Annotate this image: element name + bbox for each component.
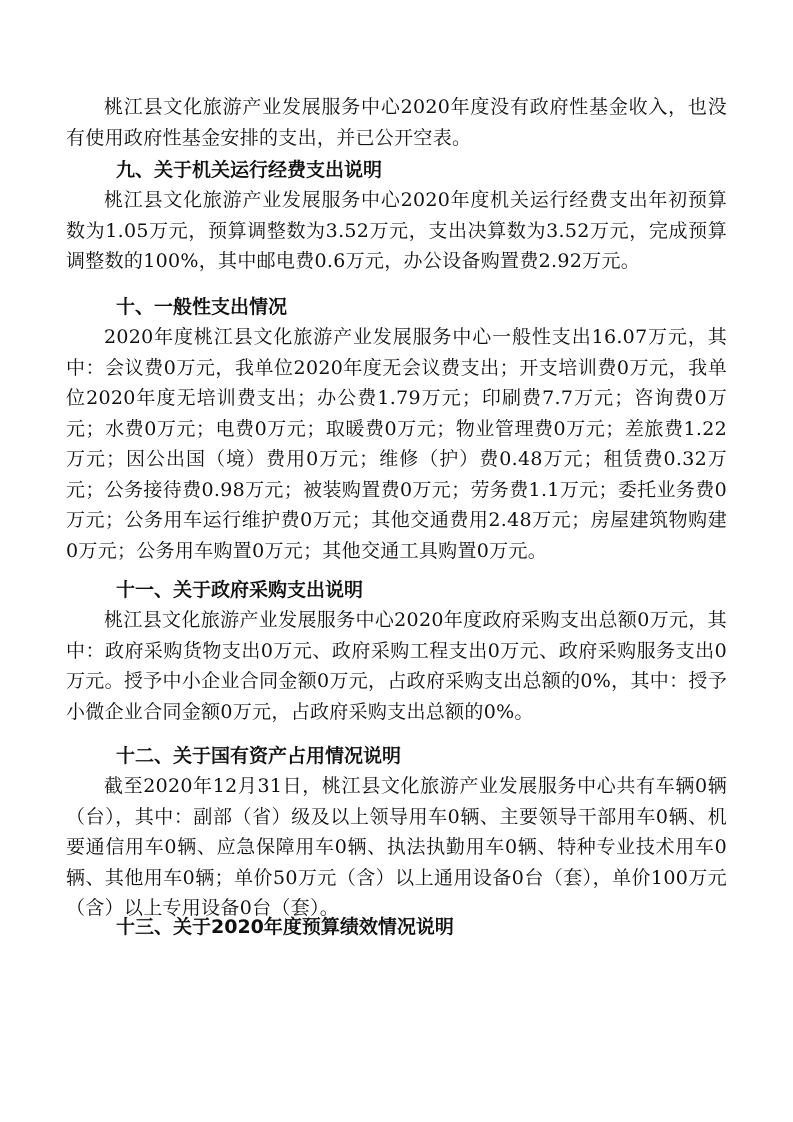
section-11-paragraph: 桃江县文化旅游产业发展服务中心2020年度政府采购支出总额0万元，其中：政府采购货物支出0万元、政府采购工程支出0万元、政府采购服务支出0万元。授予中小企业合同金额0万元，占政府采购支出总额的0%，其中：授予小微企业合同金额0万元，占政府采购支出总额的0%。	[66, 609, 727, 723]
section-13-heading: 十三、关于2020年度预算绩效情况说明	[116, 916, 454, 938]
section-10-heading: 十、一般性支出情况	[116, 296, 288, 318]
section-9-heading: 九、关于机关运行经费支出说明	[116, 159, 383, 181]
section-10-paragraph: 2020年度桃江县文化旅游产业发展服务中心一般性支出16.07万元，其中：会议费0万元，我单位2020年度无会议费支出；开支培训费0万元，我单位2020年度无培训费支出；办公费1.79万元；印刷费7.7万元；咨询费0万元；水费0万元；电费0万元；取暖费0万元；物业管理费0万元；差旅费1.22万元；因公出国（境）费用0万元；维修（护）费0.48万元；租赁费0.32万元；公务接待费0.98万元；被装购置费0万元；劳务费1.1万元；委托业务费0万元；公务用车运行维护费0万元；其他交通费用2.48万元；房屋建筑物购建0万元；公务用车购置0万元；其他交通工具购置0万元。	[66, 326, 727, 562]
section-11-heading: 十一、关于政府采购支出说明	[116, 579, 364, 601]
section-12-paragraph: 截至2020年12月31日，桃江县文化旅游产业发展服务中心共有车辆0辆（台），其中：副部（省）级及以上领导用车0辆、主要领导干部用车0辆、机要通信用车0辆、应急保障用车0辆、执法执勤用车0辆、特种专业技术用车0辆、其他用车0辆；单价50万元（含）以上通用设备0台（套），单价100万元（含）以上专用设备0台（套）。	[66, 775, 727, 919]
government-fund-paragraph: 桃江县文化旅游产业发展服务中心2020年度没有政府性基金收入，也没有使用政府性基金安排的支出，并已公开空表。	[66, 96, 727, 149]
section-9-paragraph: 桃江县文化旅游产业发展服务中心2020年度机关运行经费支出年初预算数为1.05万元，预算调整数为3.52万元，支出决算数为3.52万元，完成预算调整数的100%，其中邮电费0.6万元，办公设备购置费2.92万元。	[66, 189, 727, 272]
section-12-heading: 十二、关于国有资产占用情况说明	[116, 745, 402, 767]
